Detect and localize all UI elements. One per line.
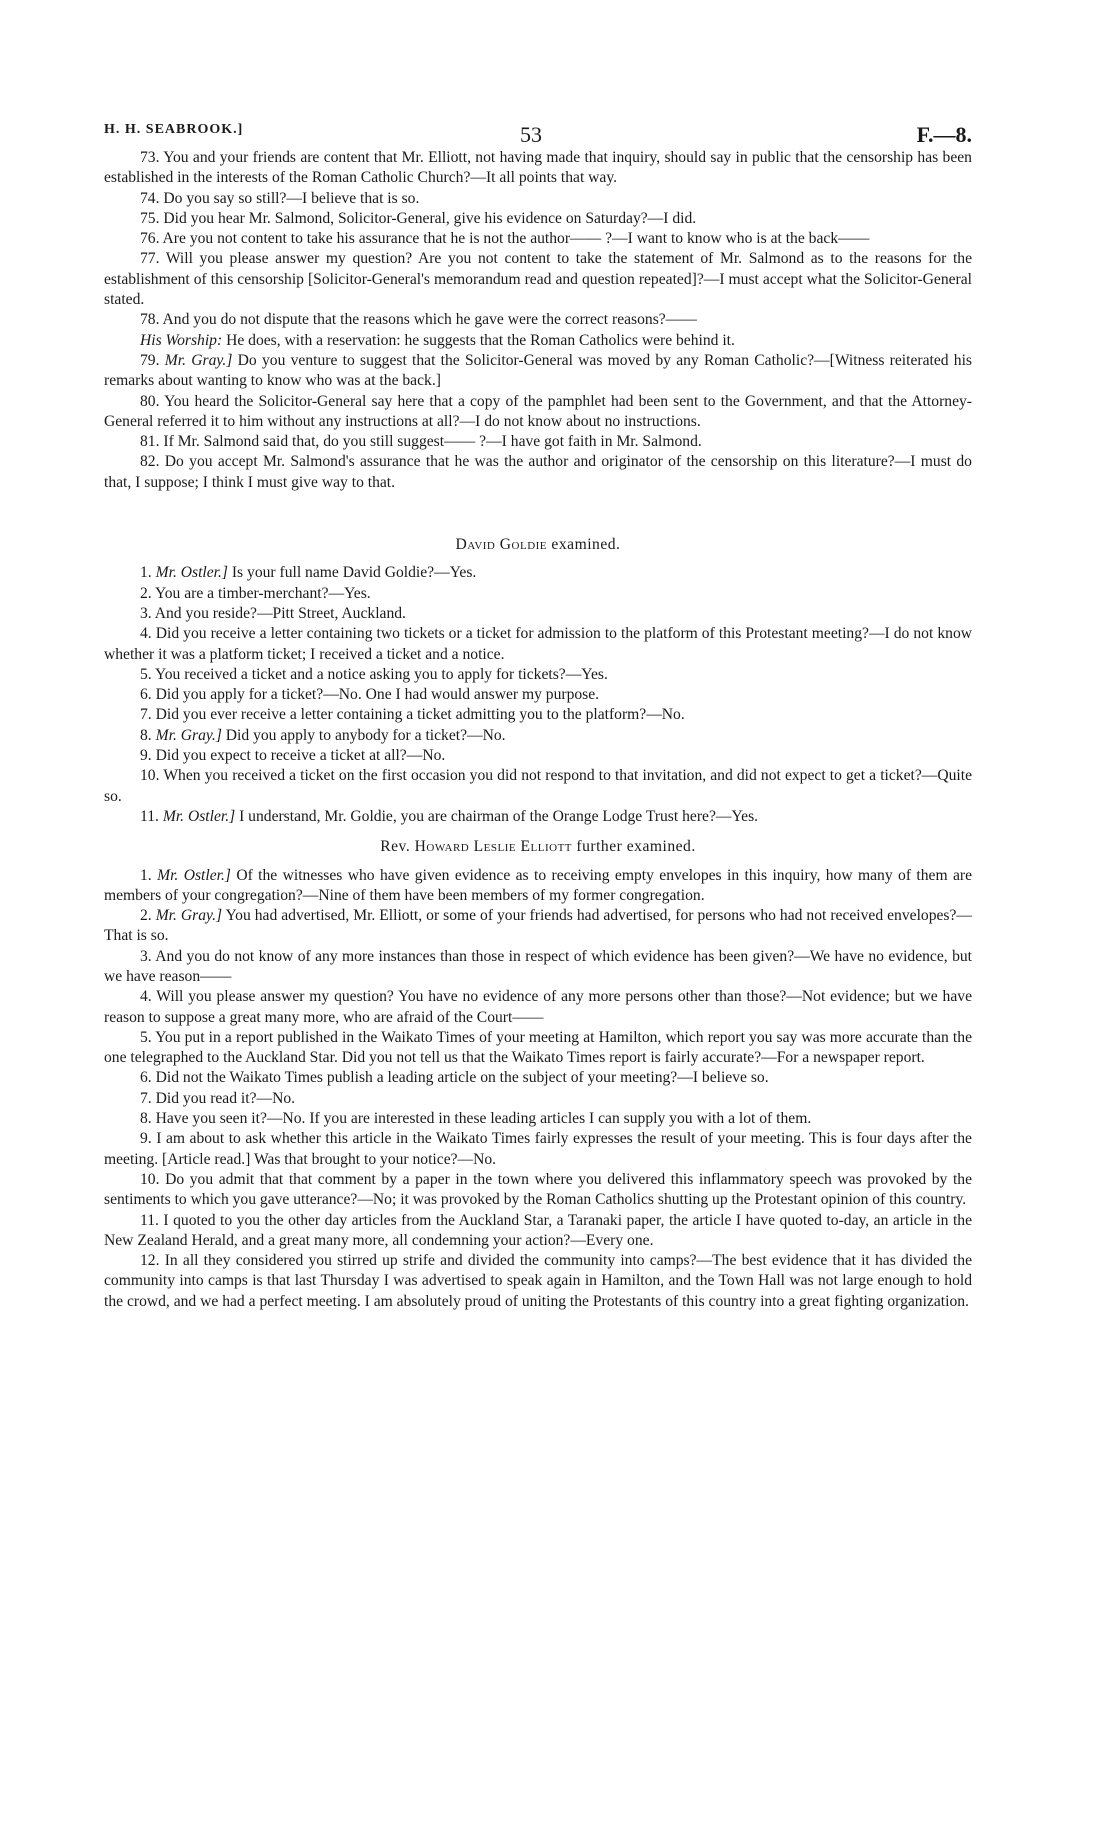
question-text: Do you say so still?—I believe that is so. — [163, 189, 420, 207]
question-number: 78. — [140, 311, 160, 329]
question-paragraph — [104, 432, 972, 452]
question-paragraph — [104, 1129, 972, 1170]
question-text: Will you please answer my question? You have no evidence of any more persons other than those?—Not evidence; but we have reason to suppose a great many more, who are afraid of the Court—— — [104, 988, 972, 1026]
heading-goldie — [104, 535, 972, 555]
question-paragraph — [104, 229, 972, 249]
question-number: 2. — [140, 907, 152, 925]
question-number: 6. — [140, 686, 152, 704]
question-number: 1. — [140, 564, 152, 582]
question-paragraph — [104, 746, 972, 766]
question-text: If Mr. Salmond said that, do you still suggest—— ?—I have got faith in Mr. Salmond. — [163, 433, 702, 451]
heading-goldie-rest: examined. — [547, 536, 621, 554]
question-paragraph — [104, 726, 972, 746]
question-text: In all they considered you stirred up strife and divided the community into camps?—The best evidence that it has divided the community into camps is that last Thursday I was advertised to speak again in Hamilton, and the Town Hall was not large enough to hold the crowd, and we had a perfect meeting. I am absolutely proud of uniting the Protestants of this country into a great fighting organization. — [104, 1252, 972, 1310]
question-paragraph — [104, 807, 972, 827]
question-text: When you received a ticket on the first occasion you did not respond to that invitation, and did not expect to get a ticket?—Quite so. — [104, 767, 973, 805]
question-text: You heard the Solicitor-General say here that a copy of the pamphlet had been sent to the Government, and that the Attorney-General referred it to him without any instructions at all?—I do not know about no instructions. — [104, 392, 972, 430]
question-number: 7. — [140, 706, 152, 724]
question-text: Is your full name David Goldie?—Yes. — [227, 564, 477, 582]
question-number: 12. — [140, 1252, 160, 1270]
question-paragraph — [104, 189, 972, 209]
question-paragraph — [104, 310, 972, 330]
question-number: 5. — [140, 665, 152, 683]
speaker-lead: Mr. Gray.] — [155, 907, 223, 925]
question-paragraph — [104, 1109, 972, 1129]
question-paragraph — [104, 584, 972, 604]
section-elliott — [104, 866, 972, 1313]
page-body — [104, 148, 972, 1312]
question-text: Did you hear Mr. Salmond, Solicitor-General, give his evidence on Saturday?—I did. — [163, 209, 697, 227]
question-number: 6. — [140, 1069, 152, 1087]
question-paragraph — [104, 249, 972, 310]
question-text: You received a ticket and a notice asking you to apply for tickets?—Yes. — [155, 665, 608, 683]
question-paragraph — [104, 685, 972, 705]
question-number: 8. — [140, 726, 152, 744]
heading-elliott-rest: further examined. — [572, 838, 696, 856]
question-number: 74. — [140, 189, 160, 207]
question-paragraph — [104, 1211, 972, 1252]
running-head-left: H. H. SEABROOK.] — [104, 122, 244, 137]
question-text: Did you receive a letter containing two tickets or a ticket for admission to the platform of this Protestant meeting?—I do not know whether it was a platform ticket; I received a ticket and a notice. — [104, 625, 972, 663]
question-paragraph — [104, 906, 972, 947]
question-number: 1. — [140, 866, 152, 884]
question-paragraph — [104, 665, 972, 685]
question-number: 76. — [140, 230, 160, 248]
question-number: 10. — [140, 1170, 160, 1188]
question-text: And you do not dispute that the reasons which he gave were the correct reasons?—— — [162, 311, 697, 329]
heading-elliott — [104, 837, 972, 857]
question-text: You put in a report published in the Waikato Times of your meeting at Hamilton, which report you say was more accurate than the one telegraphed to the Auckland Star. Did you not tell us that the Waikato Times report is fairly accurate?—For a newspaper report. — [104, 1028, 972, 1067]
section-seabrook-continued — [104, 148, 972, 493]
speaker-lead: Mr. Ostler.] — [162, 807, 236, 825]
question-paragraph — [104, 1028, 972, 1069]
question-number: 4. — [140, 625, 152, 643]
question-paragraph — [104, 452, 972, 493]
document-code: F.—8. — [916, 122, 972, 147]
question-text: Did you expect to receive a ticket at all?—No. — [155, 747, 446, 765]
question-number: 7. — [140, 1089, 152, 1107]
question-number: 9. — [140, 1130, 152, 1148]
question-number: 75. — [140, 209, 160, 227]
question-number: 3. — [140, 604, 152, 622]
question-paragraph — [104, 604, 972, 624]
question-number: 9. — [140, 747, 152, 765]
question-text: And you reside?—Pitt Street, Auckland. — [154, 604, 406, 622]
heading-elliott-prefix: Rev. — [380, 838, 415, 856]
question-paragraph — [104, 392, 972, 433]
question-text: He does, with a reservation: he suggests that the Roman Catholics were behind it. — [222, 331, 735, 349]
question-number: 5. — [140, 1028, 152, 1046]
question-paragraph — [104, 987, 972, 1028]
speaker-lead: His Worship: — [140, 331, 223, 349]
question-text: Are you not content to take his assurance that he is not the author—— ?—I want to know who is at the back—— — [162, 230, 870, 248]
question-text: Did you ever receive a letter containing a ticket admitting you to the platform?—No. — [155, 706, 685, 724]
page-number: 53 — [520, 122, 542, 147]
question-text: Did not the Waikato Times publish a leading article on the subject of your meeting?—I believe so. — [155, 1069, 769, 1087]
question-paragraph — [104, 209, 972, 229]
question-text: You are a timber-merchant?—Yes. — [155, 584, 371, 602]
question-paragraph — [104, 866, 972, 907]
question-number: 10. — [140, 767, 160, 785]
question-paragraph — [104, 563, 972, 583]
question-text: Did you apply to anybody for a ticket?—No. — [221, 726, 506, 744]
question-number: 11. — [140, 807, 159, 825]
question-text: Did you apply for a ticket?—No. One I had would answer my purpose. — [155, 686, 600, 704]
question-paragraph — [104, 1251, 972, 1312]
question-number: 73. — [140, 149, 160, 166]
question-number: 82. — [140, 453, 160, 471]
question-paragraph — [104, 148, 972, 189]
question-number: 77. — [140, 250, 160, 268]
question-text: You and your friends are content that Mr. Elliott, not having made that inquiry, should say in public that the censorship has been established in the interests of the Roman Catholic Church?—It all points that way. — [104, 149, 972, 187]
question-paragraph — [104, 331, 972, 351]
question-text: And you do not know of any more instances than those in respect of which evidence has been given?—We have no evidence, but we have reason—— — [104, 947, 972, 985]
question-text: Of the witnesses who have given evidence as to receiving empty envelopes in this inquiry, how many of them are members of your congregation?—Nine of them have been members of my former congregation. — [104, 866, 972, 904]
speaker-lead: Mr. Gray.] — [164, 351, 233, 369]
question-number: 81. — [140, 433, 160, 451]
speaker-lead: Mr. Ostler.] — [155, 564, 228, 582]
question-paragraph — [104, 1068, 972, 1088]
speaker-lead: Mr. Gray.] — [155, 726, 222, 744]
question-text: Do you venture to suggest that the Solicitor-General was moved by any Roman Catholic?—[Witness reiterated his remarks about wanting to know who was at the back.] — [104, 351, 973, 390]
question-number: 79. — [140, 351, 160, 369]
question-number: 8. — [140, 1110, 152, 1128]
section-goldie — [104, 563, 972, 827]
question-text: You had advertised, Mr. Elliott, or some of your friends had advertised, for persons who had not received envelopes?—That is so. — [104, 907, 972, 945]
heading-elliott-name: Howard Leslie Elliott — [414, 838, 573, 856]
question-text: Did you read it?—No. — [155, 1089, 296, 1107]
question-text: I quoted to you the other day articles from the Auckland Star, a Taranaki paper, the article I have quoted to-day, an article in the New Zealand Herald, and a great many more, all condemning your action?—Every one. — [104, 1211, 973, 1249]
heading-goldie-name: David Goldie — [455, 536, 548, 554]
question-paragraph — [104, 705, 972, 725]
question-text: Do you admit that that comment by a paper in the town where you delivered this inflammatory speech was provoked by the sentiments to which you gave utterance?—No; it was provoked by the Roman Catholics shutting up the Protestant opinion of this country. — [104, 1170, 972, 1209]
question-paragraph — [104, 766, 972, 807]
question-number: 2. — [140, 584, 152, 602]
question-paragraph — [104, 1170, 972, 1211]
question-paragraph — [104, 1089, 972, 1109]
question-text: Do you accept Mr. Salmond's assurance that he was the author and originator of the censorship on this literature?—I must do that, I suppose; I think I must give way to that. — [104, 453, 972, 491]
question-number: 11. — [140, 1211, 159, 1229]
question-number: 4. — [140, 988, 152, 1006]
question-text: Will you please answer my question? Are you not content to take the statement of Mr. Salmond as to the reasons for the establishment of this censorship [Solicitor-General's memorandum read and question repeated]?—I must accept what the Solicitor-General stated. — [104, 250, 972, 309]
question-text: Have you seen it?—No. If you are interested in these leading articles I can supply you with a lot of them. — [155, 1110, 812, 1128]
question-text: I understand, Mr. Goldie, you are chairman of the Orange Lodge Trust here?—Yes. — [235, 807, 759, 825]
question-number: 3. — [140, 947, 152, 965]
question-paragraph — [104, 624, 972, 665]
question-number: 80. — [140, 392, 160, 410]
question-paragraph — [104, 351, 972, 392]
question-text: I am about to ask whether this article in the Waikato Times fairly expresses the result of your meeting. This is four days after the meeting. [Article read.] Was that brought to your notice?—No. — [104, 1130, 972, 1168]
question-paragraph — [104, 947, 972, 988]
speaker-lead: Mr. Ostler.] — [157, 866, 231, 884]
